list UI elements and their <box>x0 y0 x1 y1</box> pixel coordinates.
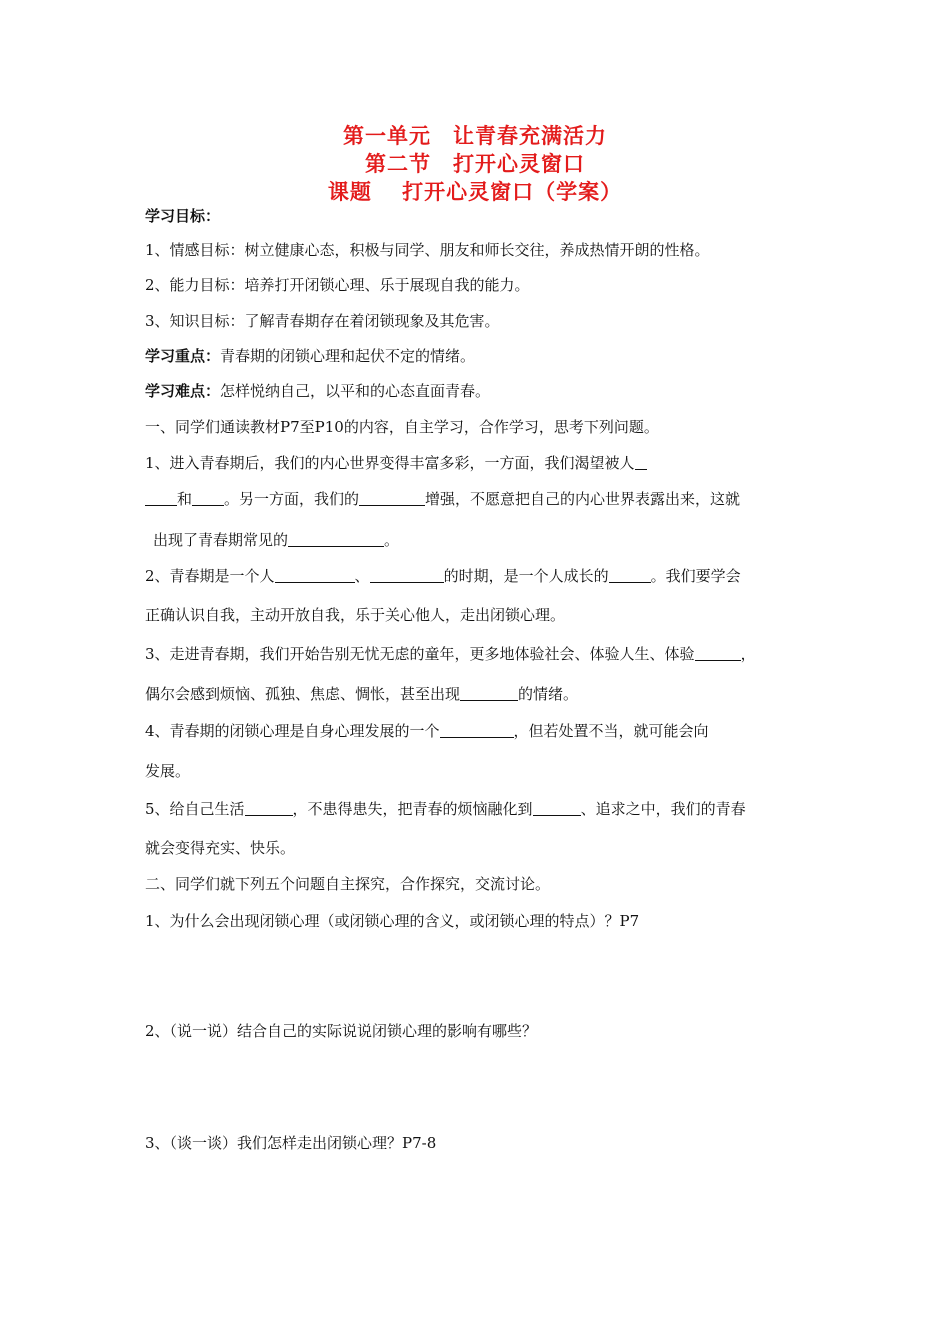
fill-blank[interactable] <box>288 532 384 547</box>
fill-blank[interactable] <box>145 491 177 506</box>
goal-item: 2、能力目标：培养打开闭锁心理、乐于展现自我的能力。 <box>145 276 530 294</box>
fill-blank[interactable] <box>359 491 425 506</box>
goal-item: 1、情感目标：树立健康心态，积极与同学、朋友和师长交往，养成热情开朗的性格。 <box>145 241 710 259</box>
q1-text: 和 <box>177 490 193 508</box>
q2-text: 的时期，是一个人成长的 <box>443 567 609 585</box>
part2-question: 3、（谈一谈）我们怎样走出闭锁心理？P7-8 <box>145 1134 437 1152</box>
q2-text: 、 <box>354 567 370 585</box>
q1-text: 出现了青春期常见的 <box>153 531 289 549</box>
part1-q5-line2: 就会变得充实、快乐。 <box>145 839 296 857</box>
focus-label: 学习重点： <box>145 347 221 365</box>
fill-blank[interactable] <box>609 568 651 583</box>
fill-blank[interactable] <box>635 455 647 470</box>
q5-text: 5、给自己生活 <box>145 800 245 818</box>
q3-text: 的情绪。 <box>518 685 579 703</box>
q3-text: ， <box>740 645 756 663</box>
fill-blank[interactable] <box>460 686 518 701</box>
part2-question: 2、（说一说）结合自己的实际说说闭锁心理的影响有哪些？ <box>145 1022 538 1040</box>
q2-text: 2、青春期是一个人 <box>145 567 275 585</box>
part1-q3-line1 <box>145 644 830 664</box>
fill-blank[interactable] <box>192 491 224 506</box>
part2-intro: 二、同学们就下列五个问题自主探究，合作探究，交流讨论。 <box>145 875 551 893</box>
part1-q1-line3 <box>153 530 830 550</box>
fill-blank[interactable] <box>245 801 293 816</box>
q1-text: 1、进入青春期后，我们的内心世界变得丰富多彩，一方面，我们渴望被人 <box>145 454 635 472</box>
goal-item: 3、知识目标：了解青春期存在着闭锁现象及其危害。 <box>145 312 500 330</box>
q1-text: 。 <box>384 531 400 549</box>
lesson-title: 课题 打开心灵窗口（学案） <box>327 179 623 204</box>
focus-line <box>145 346 830 366</box>
part1-q3-line2 <box>145 684 830 704</box>
q5-text: ，不患得患失，把青春的烦恼融化到 <box>292 800 533 818</box>
focus-text: 青春期的闭锁心理和起伏不定的情绪。 <box>220 347 476 365</box>
q4-text: ，但若处置不当，就可能会向 <box>513 722 709 740</box>
fill-blank[interactable] <box>695 646 741 661</box>
part1-q2-line1 <box>145 566 830 586</box>
difficulty-line <box>145 381 830 401</box>
q2-text: 。我们要学会 <box>650 567 741 585</box>
fill-blank[interactable] <box>275 568 355 583</box>
fill-blank[interactable] <box>370 568 444 583</box>
q1-text: 增强，不愿意把自己的内心世界表露出来，这就 <box>425 490 741 508</box>
goals-heading: 学习目标： <box>145 207 221 225</box>
part1-q4-line2: 发展。 <box>145 762 191 780</box>
q5-text: 、追求之中，我们的青春 <box>580 800 746 818</box>
q4-text: 4、青春期的闭锁心理是自身心理发展的一个 <box>145 722 440 740</box>
fill-blank[interactable] <box>533 801 581 816</box>
part2-question: 1、为什么会出现闭锁心理（或闭锁心理的含义，或闭锁心理的特点）？P7 <box>145 912 640 930</box>
q1-text: 。另一方面，我们的 <box>224 490 360 508</box>
part1-q5-line1 <box>145 799 830 819</box>
difficulty-text: 怎样悦纳自己，以平和的心态直面青春。 <box>220 382 491 400</box>
part1-q1-line1 <box>145 453 830 473</box>
part1-q4-line1 <box>145 721 830 741</box>
q3-text: 偶尔会感到烦恼、孤独、焦虑、惆怅，甚至出现 <box>145 685 461 703</box>
q3-text: 3、走进青春期，我们开始告别无忧无虑的童年，更多地体验社会、体验人生、体验 <box>145 645 695 663</box>
fill-blank[interactable] <box>440 723 514 738</box>
part1-q2-line2: 正确认识自我，主动开放自我，乐于关心他人，走出闭锁心理。 <box>145 606 566 624</box>
difficulty-label: 学习难点： <box>145 382 221 400</box>
part1-intro: 一、同学们通读教材P7至P10的内容，自主学习，合作学习，思考下列问题。 <box>145 418 659 436</box>
unit-title: 第一单元 让青春充满活力 <box>343 123 607 148</box>
section-title: 第二节 打开心灵窗口 <box>365 151 585 176</box>
part1-q1-line2 <box>145 489 830 509</box>
